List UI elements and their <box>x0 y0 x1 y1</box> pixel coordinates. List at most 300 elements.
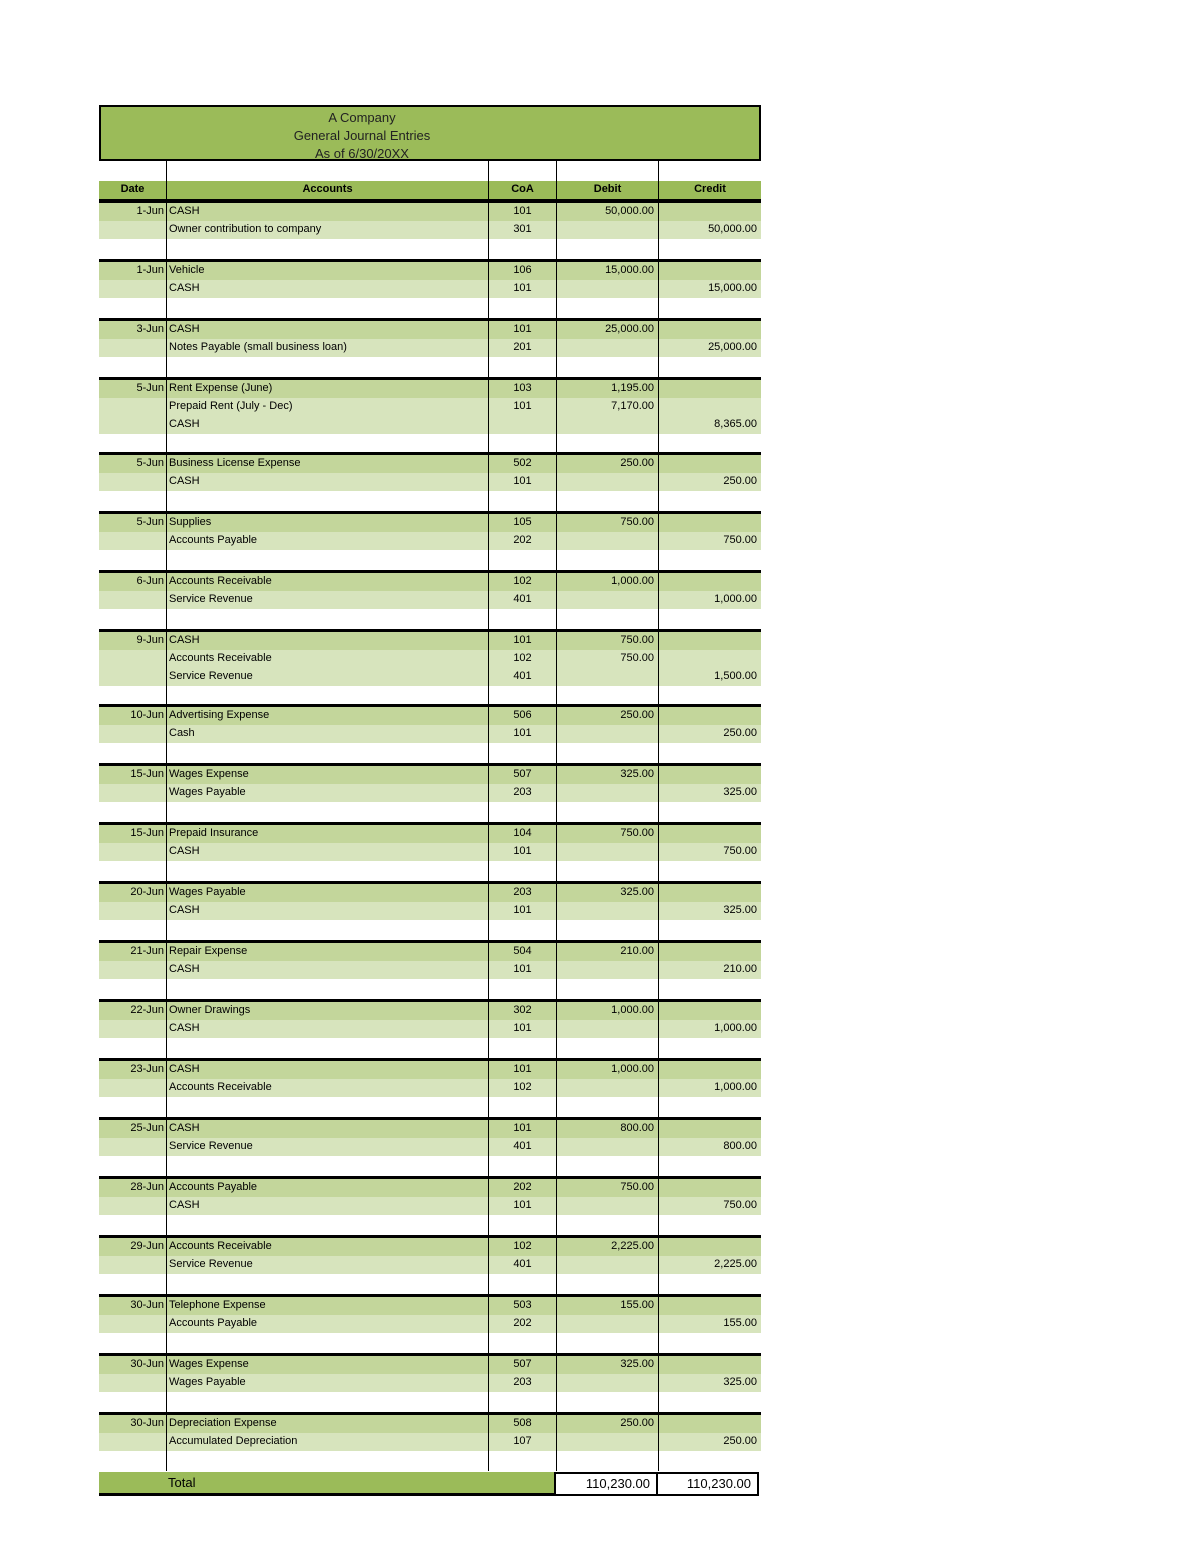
coa-number: 101 <box>488 725 556 743</box>
entry-date: 10-Jun <box>99 707 166 725</box>
table-row <box>99 221 761 239</box>
coa-number: 507 <box>488 766 556 784</box>
coa-number: 203 <box>488 784 556 802</box>
coa-number: 503 <box>488 1297 556 1315</box>
entry-date <box>99 1256 166 1274</box>
table-row <box>99 881 761 902</box>
debit-amount <box>556 725 658 743</box>
blank-row <box>99 609 761 629</box>
account-name: Wages Payable <box>166 1374 488 1392</box>
account-name: CASH <box>166 1197 488 1215</box>
credit-amount: 800.00 <box>658 1138 761 1156</box>
entry-date <box>99 725 166 743</box>
coa-number: 401 <box>488 1138 556 1156</box>
coa-number: 508 <box>488 1415 556 1433</box>
debit-amount: 325.00 <box>556 884 658 902</box>
table-row <box>99 318 761 339</box>
account-name: Depreciation Expense <box>166 1415 488 1433</box>
company-name: A Company <box>328 110 396 125</box>
debit-amount: 250.00 <box>556 1415 658 1433</box>
coa-number: 101 <box>488 1020 556 1038</box>
account-name: Accounts Receivable <box>166 650 488 668</box>
coa-number: 506 <box>488 707 556 725</box>
table-row <box>99 200 761 221</box>
credit-amount <box>658 1297 761 1315</box>
credit-amount: 25,000.00 <box>658 339 761 357</box>
entry-date <box>99 902 166 920</box>
account-name: CASH <box>166 1020 488 1038</box>
blank-row <box>99 550 761 570</box>
debit-amount <box>556 1079 658 1097</box>
table-row <box>99 668 761 686</box>
debit-amount <box>556 339 658 357</box>
credit-amount: 325.00 <box>658 784 761 802</box>
table-row <box>99 999 761 1020</box>
table-row <box>99 1256 761 1274</box>
account-name: Owner Drawings <box>166 1002 488 1020</box>
account-name: Service Revenue <box>166 1256 488 1274</box>
credit-amount: 250.00 <box>658 1433 761 1451</box>
entry-date <box>99 1020 166 1038</box>
table-row <box>99 452 761 473</box>
account-name: CASH <box>166 321 488 339</box>
debit-amount: 1,000.00 <box>556 1061 658 1079</box>
coa-number: 102 <box>488 573 556 591</box>
general-journal-sheet <box>99 105 761 1496</box>
entry-date <box>99 221 166 239</box>
account-name: CASH <box>166 902 488 920</box>
table-row <box>99 473 761 491</box>
credit-amount <box>658 380 761 398</box>
credit-amount <box>658 1238 761 1256</box>
table-row <box>99 725 761 743</box>
entry-date: 9-Jun <box>99 632 166 650</box>
debit-amount: 50,000.00 <box>556 203 658 221</box>
coa-number: 201 <box>488 339 556 357</box>
debit-amount <box>556 591 658 609</box>
table-row <box>99 416 761 434</box>
credit-amount <box>658 943 761 961</box>
coa-number: 103 <box>488 380 556 398</box>
credit-amount <box>658 455 761 473</box>
coa-number: 101 <box>488 203 556 221</box>
debit-amount: 15,000.00 <box>556 262 658 280</box>
table-row <box>99 784 761 802</box>
column-header-row <box>99 179 761 200</box>
coa-number: 301 <box>488 221 556 239</box>
credit-amount <box>658 262 761 280</box>
debit-amount <box>556 1197 658 1215</box>
entry-date: 1-Jun <box>99 203 166 221</box>
debit-amount <box>556 1138 658 1156</box>
debit-amount: 325.00 <box>556 766 658 784</box>
account-name: Prepaid Insurance <box>166 825 488 843</box>
credit-amount <box>658 1061 761 1079</box>
table-row <box>99 1079 761 1097</box>
coa-number: 504 <box>488 943 556 961</box>
account-name: CASH <box>166 843 488 861</box>
account-name: Service Revenue <box>166 668 488 686</box>
entry-date: 29-Jun <box>99 1238 166 1256</box>
coa-number: 401 <box>488 1256 556 1274</box>
debit-amount: 1,195.00 <box>556 380 658 398</box>
entry-date: 22-Jun <box>99 1002 166 1020</box>
account-name: Owner contribution to company <box>166 221 488 239</box>
credit-amount: 250.00 <box>658 473 761 491</box>
table-row <box>99 280 761 298</box>
account-name: CASH <box>166 280 488 298</box>
debit-amount <box>556 902 658 920</box>
table-row <box>99 591 761 609</box>
table-row <box>99 1020 761 1038</box>
entry-date <box>99 339 166 357</box>
coa-number: 302 <box>488 1002 556 1020</box>
coa-number: 202 <box>488 1179 556 1197</box>
coa-number: 101 <box>488 473 556 491</box>
table-row <box>99 1058 761 1079</box>
credit-amount: 210.00 <box>658 961 761 979</box>
entry-date <box>99 591 166 609</box>
account-name: Accounts Payable <box>166 1179 488 1197</box>
entry-date: 5-Jun <box>99 380 166 398</box>
debit-amount <box>556 473 658 491</box>
entry-date: 3-Jun <box>99 321 166 339</box>
account-name: Service Revenue <box>166 1138 488 1156</box>
debit-amount: 2,225.00 <box>556 1238 658 1256</box>
col-accounts: Accounts <box>166 181 488 199</box>
credit-amount: 1,000.00 <box>658 591 761 609</box>
debit-amount <box>556 1020 658 1038</box>
blank-row <box>99 1097 761 1117</box>
debit-amount <box>556 668 658 686</box>
coa-number: 101 <box>488 902 556 920</box>
entry-date <box>99 532 166 550</box>
table-row <box>99 843 761 861</box>
entry-date <box>99 1315 166 1333</box>
credit-amount <box>658 1179 761 1197</box>
table-row <box>99 1197 761 1215</box>
blank-row <box>99 298 761 318</box>
credit-amount <box>658 321 761 339</box>
debit-amount: 155.00 <box>556 1297 658 1315</box>
entry-date <box>99 416 166 434</box>
account-name: CASH <box>166 416 488 434</box>
account-name: Accounts Payable <box>166 1315 488 1333</box>
coa-number: 102 <box>488 1238 556 1256</box>
debit-amount: 250.00 <box>556 707 658 725</box>
debit-amount <box>556 961 658 979</box>
table-row <box>99 902 761 920</box>
credit-amount <box>658 650 761 668</box>
entry-date <box>99 1138 166 1156</box>
entry-date <box>99 650 166 668</box>
debit-amount: 750.00 <box>556 514 658 532</box>
blank-row <box>99 239 761 259</box>
credit-amount: 325.00 <box>658 902 761 920</box>
credit-amount: 750.00 <box>658 843 761 861</box>
report-header <box>99 105 761 161</box>
coa-number: 401 <box>488 668 556 686</box>
entry-date: 6-Jun <box>99 573 166 591</box>
entry-date: 30-Jun <box>99 1297 166 1315</box>
account-name: Accounts Receivable <box>166 1079 488 1097</box>
table-row <box>99 650 761 668</box>
coa-number: 102 <box>488 1079 556 1097</box>
account-name: Supplies <box>166 514 488 532</box>
account-name: Business License Expense <box>166 455 488 473</box>
table-row <box>99 1235 761 1256</box>
credit-amount <box>658 825 761 843</box>
coa-number: 101 <box>488 1197 556 1215</box>
table-row <box>99 704 761 725</box>
debit-amount: 750.00 <box>556 650 658 668</box>
credit-amount <box>658 884 761 902</box>
entry-date: 15-Jun <box>99 766 166 784</box>
debit-amount <box>556 532 658 550</box>
coa-number: 102 <box>488 650 556 668</box>
table-row <box>99 1138 761 1156</box>
table-row <box>99 259 761 280</box>
col-debit: Debit <box>556 181 658 199</box>
account-name: Advertising Expense <box>166 707 488 725</box>
totals-credit: 110,230.00 <box>656 1472 759 1496</box>
credit-amount: 15,000.00 <box>658 280 761 298</box>
blank-row <box>99 1333 761 1353</box>
credit-amount <box>658 1356 761 1374</box>
blank-row <box>99 1156 761 1176</box>
account-name: Repair Expense <box>166 943 488 961</box>
coa-number <box>488 416 556 434</box>
credit-amount <box>658 707 761 725</box>
debit-amount <box>556 221 658 239</box>
entry-date: 1-Jun <box>99 262 166 280</box>
debit-amount: 325.00 <box>556 1356 658 1374</box>
table-row <box>99 1374 761 1392</box>
account-name: CASH <box>166 1120 488 1138</box>
entry-date: 5-Jun <box>99 455 166 473</box>
blank-row <box>99 1392 761 1412</box>
entry-date <box>99 1079 166 1097</box>
blank-row <box>99 434 761 452</box>
credit-amount: 8,365.00 <box>658 416 761 434</box>
coa-number: 507 <box>488 1356 556 1374</box>
account-name: Accounts Payable <box>166 532 488 550</box>
coa-number: 104 <box>488 825 556 843</box>
table-row <box>99 377 761 398</box>
credit-amount: 750.00 <box>658 532 761 550</box>
debit-amount <box>556 280 658 298</box>
debit-amount: 1,000.00 <box>556 1002 658 1020</box>
blank-row <box>99 979 761 999</box>
entry-date: 21-Jun <box>99 943 166 961</box>
table-row <box>99 822 761 843</box>
debit-amount <box>556 416 658 434</box>
coa-number: 401 <box>488 591 556 609</box>
credit-amount <box>658 573 761 591</box>
debit-amount: 250.00 <box>556 455 658 473</box>
account-name: Service Revenue <box>166 591 488 609</box>
blank-row <box>99 1274 761 1294</box>
debit-amount <box>556 843 658 861</box>
table-row <box>99 570 761 591</box>
coa-number: 101 <box>488 321 556 339</box>
coa-number: 202 <box>488 532 556 550</box>
credit-amount: 1,500.00 <box>658 668 761 686</box>
debit-amount <box>556 1433 658 1451</box>
coa-number: 203 <box>488 884 556 902</box>
entry-date: 5-Jun <box>99 514 166 532</box>
table-row <box>99 629 761 650</box>
coa-number: 502 <box>488 455 556 473</box>
table-row <box>99 1433 761 1451</box>
coa-number: 101 <box>488 1120 556 1138</box>
table-row <box>99 1353 761 1374</box>
blank-row <box>99 920 761 940</box>
table-row <box>99 532 761 550</box>
debit-amount: 210.00 <box>556 943 658 961</box>
account-name: CASH <box>166 473 488 491</box>
coa-number: 101 <box>488 398 556 416</box>
coa-number: 105 <box>488 514 556 532</box>
blank-row <box>99 743 761 763</box>
account-name: Rent Expense (June) <box>166 380 488 398</box>
account-name: Wages Payable <box>166 784 488 802</box>
totals-label: Total <box>99 1472 556 1496</box>
account-name: Prepaid Rent (July - Dec) <box>166 398 488 416</box>
account-name: Notes Payable (small business loan) <box>166 339 488 357</box>
debit-amount: 25,000.00 <box>556 321 658 339</box>
entry-date: 30-Jun <box>99 1356 166 1374</box>
table-row <box>99 1315 761 1333</box>
coa-number: 203 <box>488 1374 556 1392</box>
entry-date <box>99 473 166 491</box>
account-name: Accounts Receivable <box>166 1238 488 1256</box>
entry-date <box>99 1374 166 1392</box>
table-row <box>99 1294 761 1315</box>
entry-date <box>99 280 166 298</box>
account-name: CASH <box>166 632 488 650</box>
debit-amount: 7,170.00 <box>556 398 658 416</box>
account-name: CASH <box>166 1061 488 1079</box>
account-name: CASH <box>166 961 488 979</box>
journal-body <box>99 200 761 1471</box>
coa-number: 101 <box>488 632 556 650</box>
report-date: As of 6/30/20XX <box>315 146 409 161</box>
credit-amount: 1,000.00 <box>658 1020 761 1038</box>
totals-row <box>99 1472 761 1496</box>
debit-amount: 1,000.00 <box>556 573 658 591</box>
blank-row <box>99 357 761 377</box>
blank-row <box>99 1215 761 1235</box>
account-name: Accumulated Depreciation <box>166 1433 488 1451</box>
entry-date <box>99 668 166 686</box>
col-date: Date <box>99 181 166 199</box>
entry-date: 25-Jun <box>99 1120 166 1138</box>
debit-amount <box>556 1315 658 1333</box>
entry-date <box>99 1433 166 1451</box>
table-row <box>99 1176 761 1197</box>
coa-number: 101 <box>488 280 556 298</box>
table-row <box>99 763 761 784</box>
account-name: Wages Expense <box>166 766 488 784</box>
table-row <box>99 398 761 416</box>
blank-row <box>99 491 761 511</box>
table-row <box>99 1117 761 1138</box>
credit-amount: 50,000.00 <box>658 221 761 239</box>
account-name: Cash <box>166 725 488 743</box>
coa-number: 101 <box>488 961 556 979</box>
coa-number: 202 <box>488 1315 556 1333</box>
debit-amount <box>556 1374 658 1392</box>
table-row <box>99 339 761 357</box>
credit-amount: 2,225.00 <box>658 1256 761 1274</box>
credit-amount: 325.00 <box>658 1374 761 1392</box>
coa-number: 106 <box>488 262 556 280</box>
totals-debit: 110,230.00 <box>554 1472 658 1496</box>
table-row <box>99 1412 761 1433</box>
debit-amount: 750.00 <box>556 1179 658 1197</box>
entry-date <box>99 1197 166 1215</box>
credit-amount <box>658 1415 761 1433</box>
credit-amount: 155.00 <box>658 1315 761 1333</box>
blank-row <box>99 686 761 704</box>
entry-date: 23-Jun <box>99 1061 166 1079</box>
credit-amount: 750.00 <box>658 1197 761 1215</box>
debit-amount: 750.00 <box>556 825 658 843</box>
credit-amount <box>658 514 761 532</box>
entry-date: 20-Jun <box>99 884 166 902</box>
entry-date: 28-Jun <box>99 1179 166 1197</box>
blank-row <box>99 861 761 881</box>
entry-date <box>99 843 166 861</box>
account-name: Wages Expense <box>166 1356 488 1374</box>
credit-amount <box>658 203 761 221</box>
blank-row <box>99 1451 761 1471</box>
col-coa: CoA <box>488 181 556 199</box>
account-name: Vehicle <box>166 262 488 280</box>
debit-amount: 800.00 <box>556 1120 658 1138</box>
credit-amount <box>658 632 761 650</box>
credit-amount: 250.00 <box>658 725 761 743</box>
credit-amount <box>658 1120 761 1138</box>
debit-amount: 750.00 <box>556 632 658 650</box>
account-name: Telephone Expense <box>166 1297 488 1315</box>
account-name: Accounts Receivable <box>166 573 488 591</box>
entry-date: 15-Jun <box>99 825 166 843</box>
coa-number: 101 <box>488 843 556 861</box>
coa-number: 107 <box>488 1433 556 1451</box>
entry-date <box>99 398 166 416</box>
col-credit: Credit <box>658 181 761 199</box>
debit-amount <box>556 784 658 802</box>
debit-amount <box>556 1256 658 1274</box>
entry-date <box>99 961 166 979</box>
coa-number: 101 <box>488 1061 556 1079</box>
blank-row <box>99 802 761 822</box>
blank-row <box>99 1038 761 1058</box>
table-row <box>99 940 761 961</box>
credit-amount <box>658 398 761 416</box>
table-row <box>99 511 761 532</box>
account-name: CASH <box>166 203 488 221</box>
entry-date <box>99 784 166 802</box>
credit-amount <box>658 1002 761 1020</box>
entry-date: 30-Jun <box>99 1415 166 1433</box>
report-title: General Journal Entries <box>293 128 431 143</box>
blank-row <box>99 161 761 179</box>
table-row <box>99 961 761 979</box>
account-name: Wages Payable <box>166 884 488 902</box>
